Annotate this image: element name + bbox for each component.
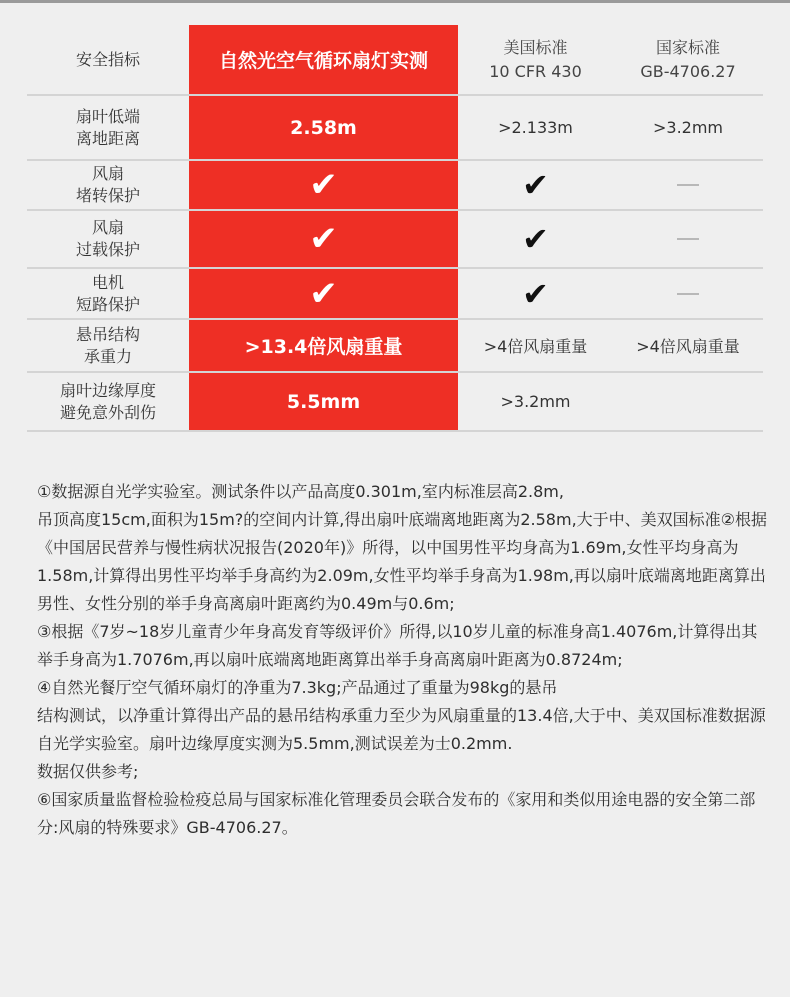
footnote-1: ①数据源自光学实验室。测试条件以产品高度0.301m,室内标准层高2.8m, [37, 482, 564, 501]
check-icon: ✔ [309, 273, 338, 314]
row-metric [27, 96, 189, 159]
row-metric-line2: 避免意外刮伤 [59, 402, 156, 422]
row-us-value: >2.133m [498, 118, 573, 137]
footnote-4: ④自然光餐厅空气循环扇灯的净重为7.3kg;产品通过了重量为98kg的悬吊 [37, 678, 558, 697]
check-icon: ✔ [522, 166, 549, 204]
table-row [27, 96, 763, 161]
row-product-value [189, 211, 458, 267]
header-cn-standard [613, 25, 763, 94]
header-cn-line1: 国家标准 [655, 37, 720, 57]
table-row [27, 320, 763, 373]
row-metric-line1: 风扇 [91, 164, 124, 183]
header-us-line2: 10 CFR 430 [489, 61, 582, 81]
row-cn-value [613, 211, 763, 267]
row-product-value [189, 373, 458, 430]
header-metric: 安全指标 [75, 49, 140, 69]
footnote-3: ③根据《7岁~18岁儿童青少年身高发育等级评价》所得,以10岁儿童的标准身高1.4076m,计算得出其举手身高为1.7076m,再以扇叶底端离地距离算出举手身高离扇叶距离为0.8724m; [37, 622, 758, 669]
row-us-value: >3.2mm [500, 392, 571, 411]
header-product-label: 自然光空气循环扇灯实测 [218, 50, 428, 72]
row-metric-line2: 堵转保护 [75, 186, 140, 205]
row-metric-line1: 扇叶低端 [75, 106, 140, 126]
dash-icon [677, 293, 699, 295]
row-metric-line1: 风扇 [91, 218, 124, 237]
footnote-2: 吊顶高度15cm,面积为15m?的空间内计算,得出扇叶底端离地距离为2.58m,大于中、美双国标准②根据《中国居民营养与慢性病状况报告(2020年)》所得，以中国男性平均身高为1.69m,女性平均身高为1.58m,计算得出男性平均举手身高约为2.09m,女性平均举手身高为1.98m,再以扇叶底端离地距离算出男性、女性分别的举手身高离扇叶距离约为0.49m与0.6m; [37, 510, 767, 613]
row-metric-line1: 悬吊结构 [75, 324, 140, 344]
row-cn-value [613, 269, 763, 318]
row-product-value [189, 320, 458, 371]
table-row [27, 269, 763, 320]
check-icon: ✔ [309, 219, 338, 259]
top-divider [0, 0, 790, 3]
row-us-value [458, 211, 613, 267]
check-icon: ✔ [522, 274, 549, 313]
row-cn-value: >3.2mm [652, 118, 724, 137]
table-row [27, 161, 763, 211]
dash-icon [677, 238, 699, 240]
dash-icon [677, 184, 699, 186]
footnote-5: 结构测试，以净重计算得出产品的悬吊结构承重力至少为风扇重量的13.4倍,大于中、美双国标准数据源自光学实验室。扇叶边缘厚度实测为5.5mm,测试误差为士0.2mm. [37, 706, 766, 753]
row-metric-line2: 承重力 [83, 346, 132, 366]
row-metric-line2: 短路保护 [75, 294, 140, 314]
row-product-value [189, 161, 458, 209]
row-metric [27, 373, 189, 430]
table-row [27, 373, 763, 432]
row-metric-line2: 过载保护 [75, 240, 140, 259]
row-us-value [458, 161, 613, 209]
product-value-text: >13.4倍风扇重量 [244, 336, 403, 358]
row-us-value: >4倍风扇重量 [483, 337, 588, 356]
row-cn-value [613, 161, 763, 209]
footnote-6: 数据仅供参考; [37, 762, 139, 781]
row-metric-line1: 电机 [91, 272, 124, 292]
header-cn-line2: GB-4706.27 [640, 61, 736, 81]
header-us-line1: 美国标准 [503, 37, 568, 57]
row-metric-line1: 扇叶边缘厚度 [59, 380, 156, 400]
comparison-table [27, 25, 763, 432]
row-cn-value [613, 373, 763, 430]
row-metric [27, 320, 189, 371]
row-metric [27, 269, 189, 318]
table-header-row [27, 25, 763, 96]
row-us-value [458, 269, 613, 318]
row-metric [27, 211, 189, 267]
header-product [189, 25, 458, 94]
footnotes [37, 478, 772, 842]
row-product-value [189, 96, 458, 159]
row-metric-line2: 离地距离 [75, 128, 140, 148]
product-value-text: 2.58m [290, 116, 357, 139]
product-value-text: 5.5mm [286, 390, 361, 413]
check-icon: ✔ [309, 165, 338, 205]
check-icon: ✔ [522, 220, 549, 258]
row-product-value [189, 269, 458, 318]
row-cn-value: >4倍风扇重量 [636, 337, 740, 356]
row-metric [27, 161, 189, 209]
header-us-standard [458, 25, 613, 94]
table-row [27, 211, 763, 269]
footnote-7: ⑥国家质量监督检验检疫总局与国家标准化管理委员会联合发布的《家用和类似用途电器的安全第二部分:风扇的特殊要求》GB-4706.27。 [37, 790, 756, 837]
